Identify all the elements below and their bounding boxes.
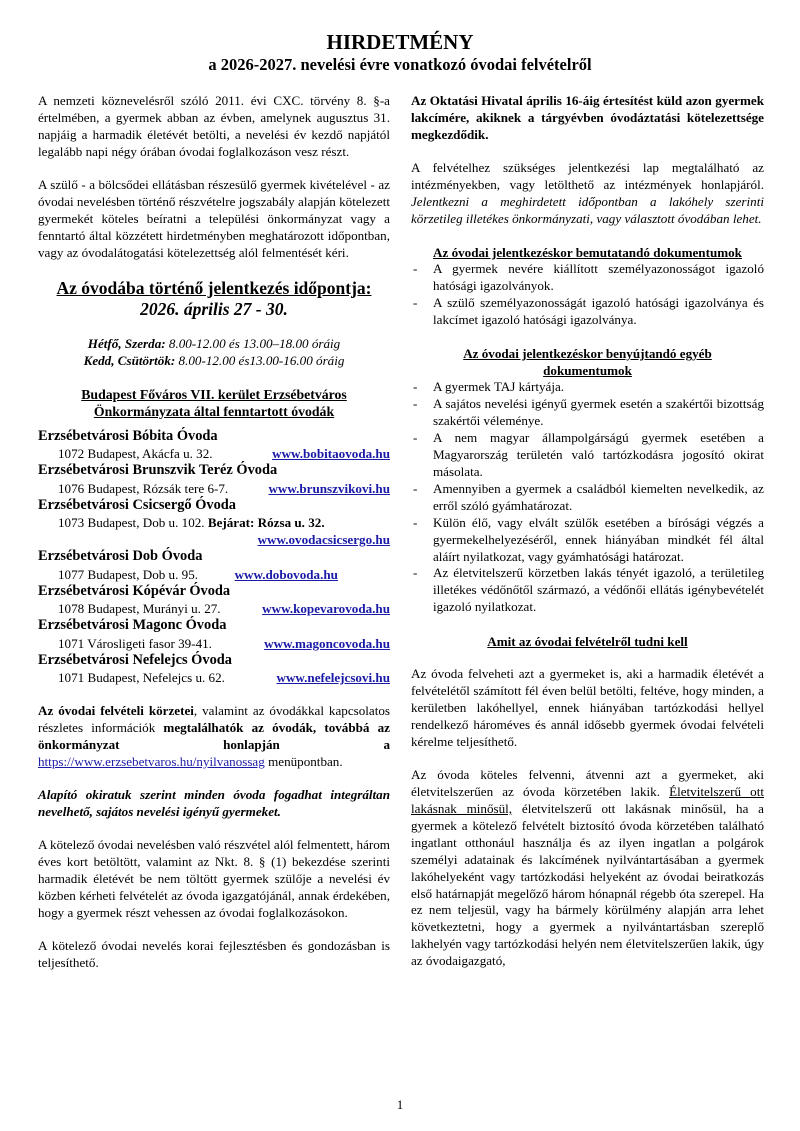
kindergarten-address: 1078 Budapest, Murányi u. 27. [58,601,221,617]
kindergarten-website-link[interactable]: www.kopevarovoda.hu [262,601,390,617]
district-info-text: , valamint az óvodákkal kapcsolatos részletes információk [38,702,390,735]
kindergarten-entry [38,497,390,549]
kindergarten-website-link[interactable]: www.magoncovoda.hu [264,635,390,651]
hours-days-label: Kedd, Csütörtök: [83,353,176,369]
list-item: - Külön élő, vagy elvált szülők esetében a bírósági végzés a gyermekelhelyezéséről, ennek hiányában mindkét fél által aláírt nyilatkozat, vagy gyámhatósági határozat. [411,515,764,566]
list-item: - A gyermek nevére kiállított személyazonosságot igazoló hatósági igazolványok. [411,261,764,295]
other-documents-heading-line2: dokumentumok [543,363,632,379]
page-subtitle: a 2026-2027. nevelési évre vonatkozó óvodai felvételről [208,55,592,74]
kindergarten-address: 1071 Budapest, Nefelejcs u. 62. [58,670,225,686]
kindergarten-address-line [38,635,390,652]
kindergarten-website-link[interactable]: www.dobovoda.hu [234,566,338,582]
enrollment-title: Az óvodába történő jelentkezés időpontja: [56,278,372,299]
hours-time: 8.00-12.00 és 13.00–18.00 óráig [168,336,341,352]
kindergarten-entry [38,652,390,687]
kindergarten-address: 1073 Budapest, Dob u. 102. [58,515,205,531]
other-documents-list [411,379,764,616]
intro-paragraph: A nemzeti köznevelésről szóló 2011. évi CXC. törvény 8. §-a értelmében, a gyermek abban az évben, amelynek augusztus 31. napjáig a harmadik életévét betölti, a nevelési év kezdő napjától legalább napi négy órában óvodai foglalkozáson vesz részt. [38,93,390,159]
kindergarten-address-line [38,566,390,583]
kindergarten-name: Erzsébetvárosi Csicsergő Óvoda [38,496,236,513]
kindergarten-entry [38,617,390,652]
hours-days-label: Hétfő, Szerda: [87,336,166,352]
kindergarten-name: Erzsébetvárosi Dob Óvoda [38,548,203,565]
kindergarten-name: Erzsébetvárosi Magonc Óvoda [38,617,227,634]
kindergarten-website-link[interactable]: www.bobitaovoda.hu [272,446,390,462]
kindergarten-name: Erzsébetvárosi Nefelejcs Óvoda [38,651,232,668]
kindergarten-address-line [38,445,390,462]
admission-info-heading: Amit az óvodai felvételről tudni kell [487,633,688,649]
mandatory-admission-paragraph [411,767,764,970]
opening-hours-tue-thu [38,353,390,370]
list-item: - A sajátos nevelési igényű gyermek esetén a szakértői bizottság szakértői véleménye. [411,396,764,430]
opening-hours-mon-wed [38,336,390,353]
kindergarten-address-line [38,514,390,531]
left-column [38,93,390,972]
kindergarten-entry [38,583,390,618]
other-documents-heading-line1: Az óvodai jelentkezéskor benyújtandó egyéb [463,346,712,362]
early-development-paragraph: A kötelező óvodai nevelés korai fejlesztésben és gondozásban is teljesíthető. [38,938,390,971]
kindergarten-address-line [38,600,390,617]
kindergarten-address: 1077 Budapest, Dob u. 95. [58,566,199,582]
kindergarten-address: 1076 Budapest, Rózsák tere 6-7. [58,480,229,496]
mandatory-admission-underlined: Életvitelszerű ott lakásnak minősül, [411,784,764,816]
kindergarten-address: 1072 Budapest, Akácfa u. 32. [58,446,213,462]
page-title: HIRDETMÉNY [326,30,474,54]
kindergarten-address-line [38,531,390,548]
exemption-paragraph: A kötelező óvodai nevelésben való részvétel alól felmentett, három éves kort betöltött, valamint az Nkt. 8. § (1) bekezdése szerinti harmadik életévét be nem töltött gyermek szülője a nevelési év közben kérheti felvételét az óvoda igazgatójánál, annak érdekében, hogy a gyermek részt vehessen az óvodai foglalkozásokon. [38,837,390,921]
hours-time: 8.00-12.00 és13.00-16.00 óráig [178,353,345,369]
list-item: - A nem magyar állampolgárságú gyermek esetében a Magyarország területén való tartózkodásra jogosító okirat másolata. [411,430,764,481]
kindergarten-entry [38,548,390,583]
kindergarten-entrance: Bejárat: Rózsa u. 32. [207,515,325,531]
list-item: - A gyermek TAJ kártyája. [411,379,764,396]
list-item: - Amennyiben a gyermek a családból kiemelten nevelkedik, az erről szóló gyámhatározat. [411,481,764,515]
kindergarten-entry [38,428,390,463]
list-item: - Az életvitelszerű körzetben lakás tényét igazoló, a területileg illetékes védőnőtől származó, a védőnői ellátás igénybevételét igazoló nyilatkozat. [411,565,764,616]
kindergarten-name: Erzsébetvárosi Bóbita Óvoda [38,427,218,444]
mandatory-admission-text: életvitelszerű ott lakásnak minősül, ha a gyermek a kötelező felvételt biztosító óvoda körzetében található ingatlant otthonául használja és az ilyen ingatlan a polgárok személyi adatainak és lakcímének nyilvántartásában a gyermek lakóhelyeként vagy tartózkodási helyeként az óvodai beiratkozás első határnapját megelőző három hónapnál régebb óta szerepel. Ha ez nem teljesül, vagy ha bármely körülmény alapján arra lehet következtetni, hogy a gyermek a nyilvántartásban szereplő lakhelyén vagy tartózkodási helyén nem életvitelszerűen lakik, úgy az óvodaigazgató, [411,801,764,969]
notification-paragraph: Az Oktatási Hivatal április 16-áig értesítést küld azon gyermek lakcímére, akiknek a tárgyévben óvodáztatási kötelezettsége megkezdődik. [411,93,764,142]
application-form-text: A felvételhez szükséges jelentkezési lap megtalálható az intézményekben, vagy letölthető az intézmények honlapjáról. [411,160,764,193]
kindergarten-list [38,428,390,687]
kindergarten-website-link[interactable]: www.ovodacsicsergo.hu [257,532,390,548]
district-info-bold: megtalálhatók az óvodák, továbbá az önkormányzat honlapján a [38,719,390,752]
kindergarten-address-line [38,669,390,686]
parent-obligation-paragraph: A szülő - a bölcsődei ellátásban részesülő gyermek kivételével - az óvodai nevelésben történő részvételre jogszabály alapján kötelezett gyermekét köteles beíratni a települési önkormányzat vagy a fenntartó által közzétett hirdetményben meghatározott időpontban, vagy az óvodalátogatási kötelezettség alól felmentését kéri. [38,177,390,260]
district-info-paragraph [38,703,390,771]
enrollment-date: 2026. április 27 - 30. [140,299,288,320]
page-number: 1 [396,1097,404,1112]
kindergarten-website-link[interactable]: www.brunszvikovi.hu [268,480,390,496]
kindergarten-name: Erzsébetvárosi Brunszvik Teréz Óvoda [38,462,278,479]
kindergarten-address-line [38,480,390,497]
mandatory-admission-text: Az óvoda köteles felvenni, átvenni azt a gyermeket, aki életvitelszerűen az óvoda körzetében lakik. [411,767,764,800]
district-info-bold: Az óvodai felvételi körzetei [38,702,194,718]
required-documents-list [411,261,764,329]
list-item: - A szülő személyazonosságát igazoló hatósági igazolványa és lakcímet igazoló hatósági igazolványa. [411,295,764,329]
required-documents-heading: Az óvodai jelentkezéskor bemutatandó dokumentumok [433,245,742,261]
application-form-italic: Jelentkezni a meghirdetett időpontban a lakóhely szerinti körzetileg illetékes önkormányzati, vagy választott óvodában lehet. [411,194,764,226]
kindergarten-website-link[interactable]: www.nefelejcsovi.hu [276,670,390,686]
district-info-text: menüpontban. [264,753,343,769]
kindergarten-entry [38,462,390,497]
kindergarten-name: Erzsébetvárosi Kópévár Óvoda [38,582,231,599]
sen-integration-paragraph: Alapító okiratuk szerint minden óvoda fogadhat integráltan nevelhető, sajátos nevelési igényű gyermeket. [38,787,390,819]
maintainer-heading-line2: Önkormányzata által fenntartott óvodák [93,403,335,419]
kindergarten-address: 1071 Városligeti fasor 39-41. [58,635,212,651]
right-column [411,93,764,970]
municipality-website-link[interactable]: https://www.erzsebetvaros.hu/nyilvanossag [38,753,265,769]
application-form-paragraph [411,160,764,228]
maintainer-heading-line1: Budapest Főváros VII. kerület Erzsébetváros [81,386,347,402]
early-admission-paragraph: Az óvoda felveheti azt a gyermeket is, aki a harmadik életévét a felvételétől számított fél éven belül betölti, feltéve, hogy minden, a kerületben lakóhellyel, ennek hiányában tartózkodási hellyel rendelkező hároméves és annál idősebb gyermek óvodai felvételi kérelme teljesíthető. [411,666,764,749]
